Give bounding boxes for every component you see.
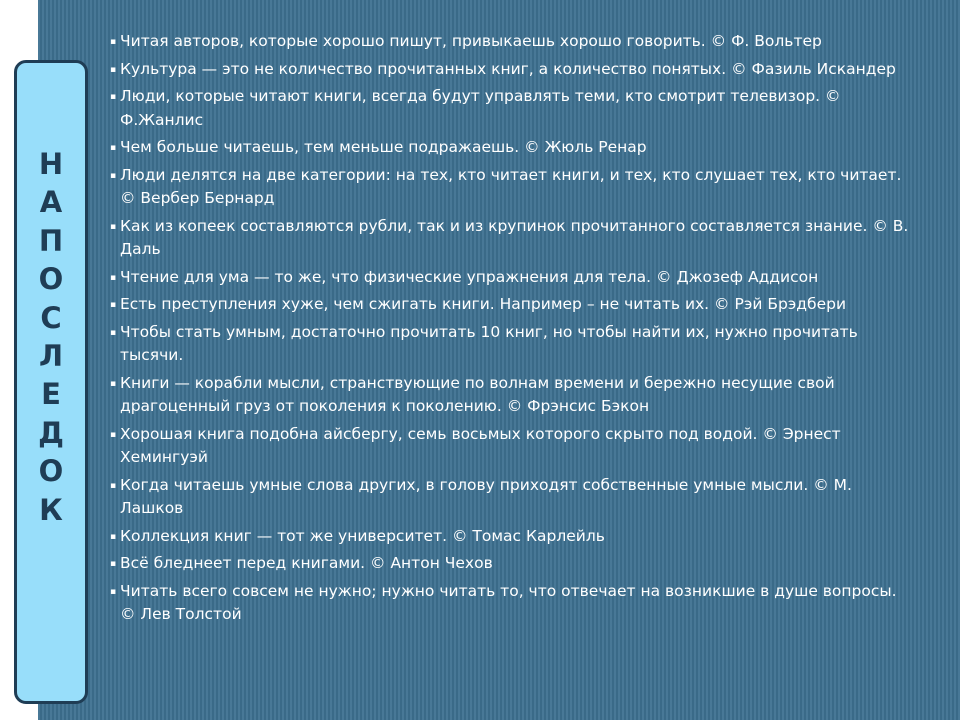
title-letter: О bbox=[38, 262, 64, 297]
quote-text: Люди, которые читают книги, всегда будут управлять теми, кто смотрит телевизор. © Ф.Жанлис bbox=[120, 87, 841, 129]
quote-item bbox=[110, 30, 910, 54]
quote-text: Есть преступления хуже, чем сжигать книги. Например – не читать их. © Рэй Брэдбери bbox=[120, 295, 847, 313]
title-letter: Н bbox=[38, 147, 64, 181]
quote-text: Коллекция книг — тот же университет. © Томас Карлейль bbox=[120, 526, 605, 545]
bullet-icon: ▪ bbox=[110, 586, 117, 597]
quote-item bbox=[110, 266, 910, 290]
quote-text: Как из копеек составляются рубли, так и из крупинок прочитанного составляется знание. © В. Даль bbox=[120, 216, 909, 258]
quote-text: Когда читаешь умные слова других, в голову приходят собственные умные мысли. © М. Лашков bbox=[120, 475, 852, 517]
quote-item bbox=[110, 164, 910, 211]
quote-item bbox=[110, 474, 910, 521]
quote-text: Чем больше читаешь, тем меньше подражаешь. © Жюль Ренар bbox=[120, 138, 647, 156]
bullet-icon: ▪ bbox=[110, 170, 117, 181]
quote-item bbox=[110, 552, 910, 576]
quote-item bbox=[110, 372, 910, 419]
quote-text: Всё бледнеет перед книгами. © Антон Чехов bbox=[120, 554, 493, 572]
quote-item bbox=[110, 580, 910, 627]
quote-text: Читая авторов, которые хорошо пишут, привыкаешь хорошо говорить. © Ф. Вольтер bbox=[120, 32, 822, 50]
quote-item bbox=[110, 136, 910, 160]
quote-item bbox=[110, 215, 910, 262]
bullet-icon: ▪ bbox=[110, 559, 117, 569]
quote-text: Хорошая книга подобна айсбергу, семь восьмых которого скрыто под водой. © Эрнест Хемингуэй bbox=[120, 424, 841, 466]
quote-item bbox=[110, 85, 910, 132]
quote-item bbox=[110, 293, 910, 317]
quote-item bbox=[110, 423, 910, 470]
quote-text: Чтение для ума — то же, что физические упражнения для тела. © Джозеф Аддисон bbox=[120, 267, 819, 286]
quote-item bbox=[110, 525, 910, 549]
quote-text: Чтобы стать умным, достаточно прочитать 10 книг, но чтобы найти их, нужно прочитать тысячи. bbox=[120, 322, 858, 364]
quote-text: Культура — это не количество прочитанных книг, а количество понятых. © Фазиль Искандер bbox=[120, 59, 896, 78]
bullet-icon: ▪ bbox=[110, 300, 117, 310]
title-letter: К bbox=[39, 492, 63, 527]
quote-list bbox=[110, 30, 910, 631]
bullet-icon: ▪ bbox=[110, 92, 117, 102]
bullet-icon: ▪ bbox=[110, 64, 117, 75]
bullet-icon: ▪ bbox=[110, 221, 117, 232]
quote-text: Читать всего совсем не нужно; нужно читать то, что отвечает на возникшие в душе вопросы. © Лев Толстой bbox=[120, 581, 897, 623]
vertical-title bbox=[17, 145, 85, 529]
title-letter: О bbox=[38, 454, 64, 489]
bullet-icon: ▪ bbox=[110, 531, 117, 542]
title-letter: С bbox=[40, 300, 62, 335]
title-letter: А bbox=[39, 185, 63, 220]
quote-text: Книги — корабли мысли, странствующие по волнам времени и бережно несущие свой драгоценный груз от поколения к поколению. © Фрэнсис Бэкон bbox=[120, 373, 835, 415]
bullet-icon: ▪ bbox=[110, 378, 117, 389]
bullet-icon: ▪ bbox=[110, 480, 117, 491]
title-letter: Д bbox=[38, 415, 64, 450]
bullet-icon: ▪ bbox=[110, 143, 117, 153]
bullet-icon: ▪ bbox=[110, 327, 117, 338]
bullet-icon: ▪ bbox=[110, 429, 117, 440]
title-sidebar bbox=[14, 60, 88, 704]
title-letter: П bbox=[38, 223, 64, 258]
bullet-icon: ▪ bbox=[110, 272, 117, 283]
quote-text: Люди делятся на две категории: на тех, кто читает книги, и тех, кто слушает тех, кто читает. © Вербер Бернард bbox=[120, 165, 902, 207]
title-letter: Л bbox=[38, 338, 64, 373]
quote-item bbox=[110, 58, 910, 82]
bullet-icon: ▪ bbox=[110, 37, 117, 47]
quote-item bbox=[110, 321, 910, 368]
title-letter: Е bbox=[41, 377, 61, 412]
